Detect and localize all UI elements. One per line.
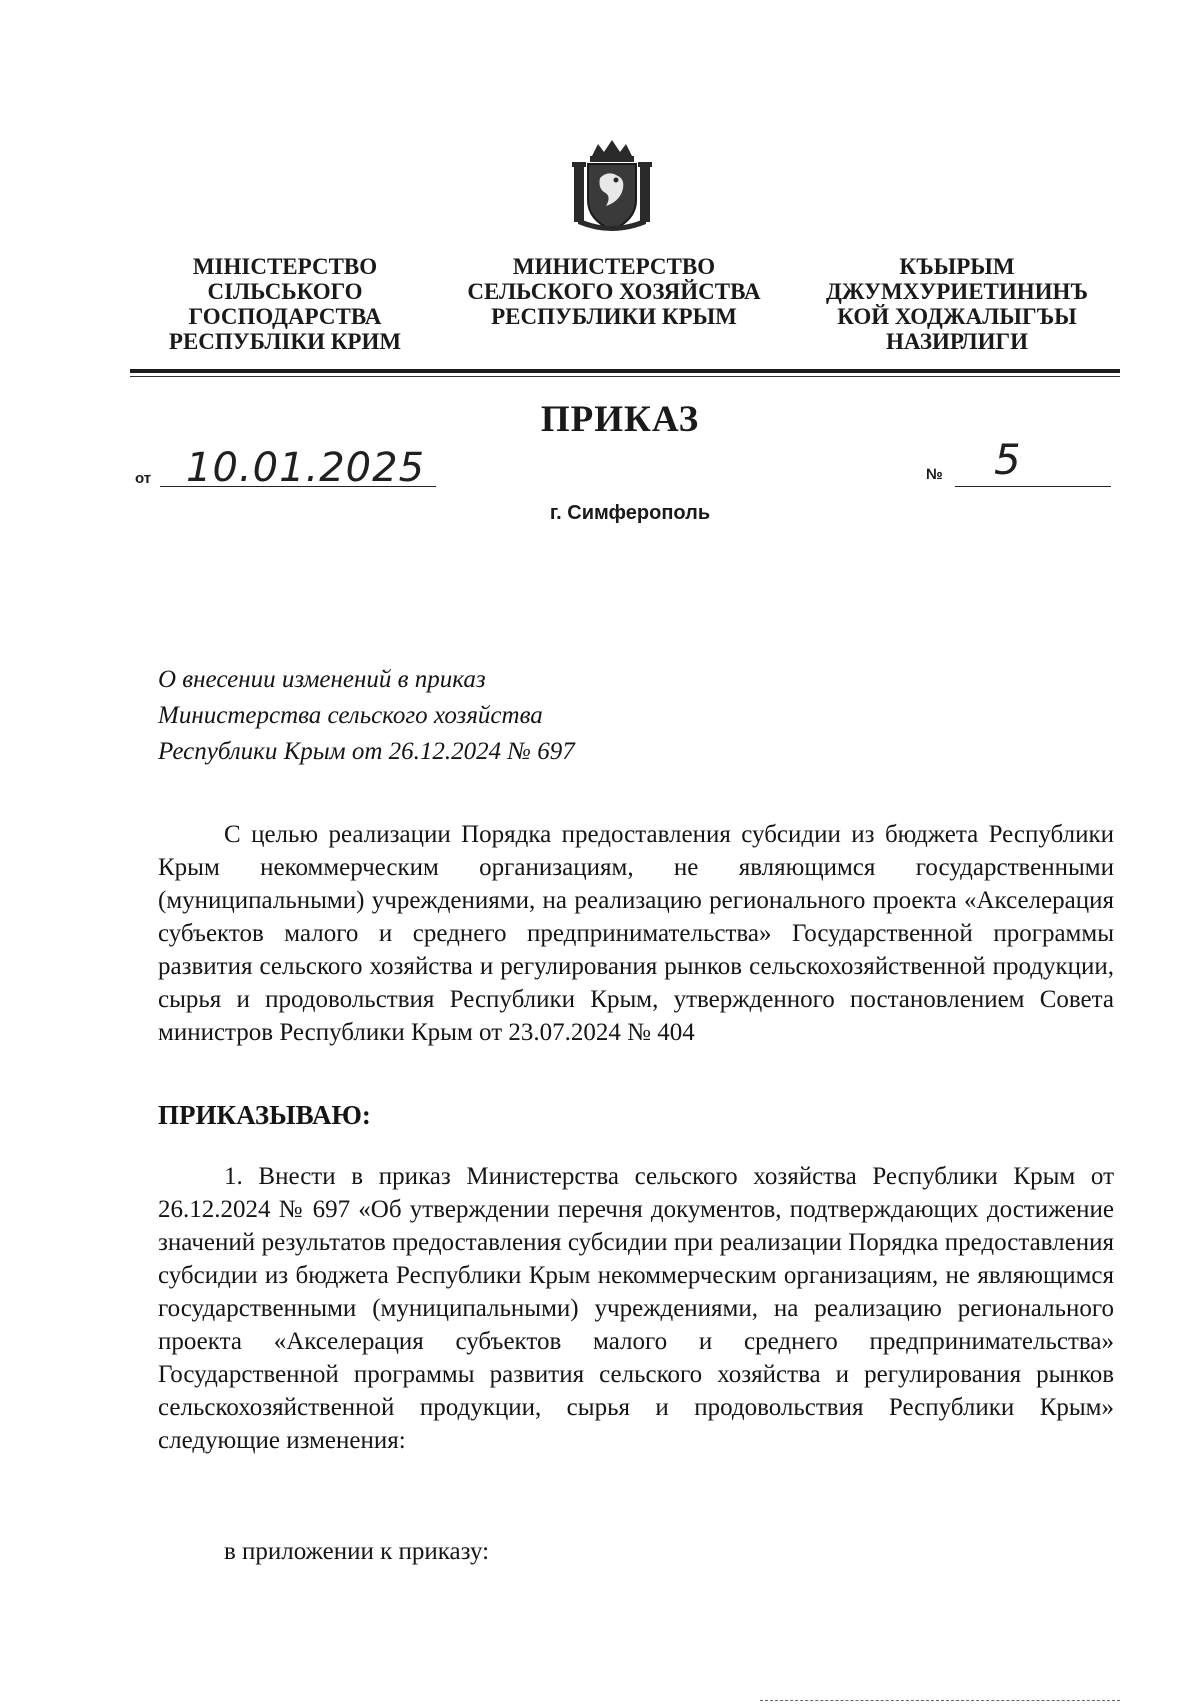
item-1-paragraph: 1. Внести в приказ Министерства сельского хозяйства Республики Крым от 26.12.2024 № 697 «Об утверждении перечня документов, подтверждающих достижение значений результатов предоставления субсидии при реализации Порядка предоставления субсидии из бюджета Республики Крым некоммерческим организациям, не являющимся государственными (муниципальными) учреждениями, на реализацию регионального проекта «Акселерация субъектов малого и среднего предпринимательства» Государственной программы развития сельского хозяйства и регулирования рынков сельскохозяйственной продукции, сырья и продовольствия Республики Крым» следующие изменения:	[158, 1163, 1114, 1454]
document-title: ПРИКАЗ	[540, 399, 700, 440]
header-divider	[130, 369, 1120, 373]
ministry-name-crimean-tatar: КЪЫРЫМ ДЖУМХУРИЕТИНИНЪ КОЙ ХОДЖАЛЫГЪЫ НАЗИРЛИГИ	[825, 254, 1089, 354]
handwritten-number: 5	[994, 435, 1021, 484]
intro-paragraph: С целью реализации Порядка предоставления субсидии из бюджета Республики Крым некоммерческим организациям, не являющимся государственными (муниципальными) учреждениями, на реализацию регионального проекта «Акселерация субъектов малого и среднего предпринимательства» Государственной программы развития сельского хозяйства и регулирования рынков сельскохозяйственной продукции, сырья и продовольствия Республики Крым, утвержденного постановлением Совета министров Республики Крым от 23.07.2024 № 404	[158, 821, 1114, 1046]
date-label: от	[135, 470, 152, 487]
footer-line	[760, 1700, 1120, 1701]
number-underline	[955, 486, 1111, 487]
subject-line: Министерства сельского хозяйства	[158, 702, 543, 729]
subject-line: О внесении изменений в приказ	[158, 666, 486, 693]
decree-heading: ПРИКАЗЫВАЮ:	[158, 1100, 371, 1130]
handwritten-date: 10.01.2025	[186, 445, 426, 491]
ministry-name-ukrainian: МІНІСТЕРСТВО СІЛЬСЬКОГО ГОСПОДАРСТВА РЕСПУБЛІКИ КРИМ	[168, 254, 402, 354]
coat-of-arms-icon	[570, 138, 654, 234]
annex-paragraph: в приложении к приказу:	[224, 1538, 490, 1565]
city: г. Симферополь	[549, 502, 711, 524]
subject-line: Республики Крым от 26.12.2024 № 697	[158, 738, 575, 765]
subject-block	[158, 662, 758, 770]
ministry-name-russian: МИНИСТЕРСТВО СЕЛЬСКОГО ХОЗЯЙСТВА РЕСПУБЛИКИ КРЫМ	[467, 254, 761, 329]
header-divider-thin	[130, 376, 1120, 377]
number-label: №	[926, 466, 943, 483]
